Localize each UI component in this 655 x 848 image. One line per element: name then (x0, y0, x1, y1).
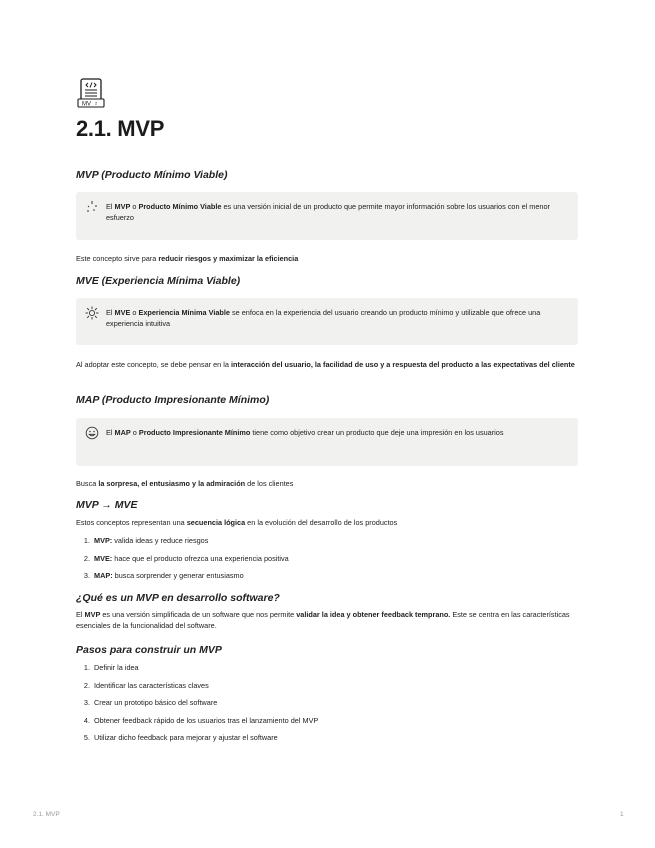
mvp-heading: MVP (Producto Mínimo Viable) (76, 169, 228, 181)
svg-text:2: 2 (95, 100, 98, 106)
sequence-list (76, 535, 289, 588)
steps-list (76, 662, 318, 750)
list-item: 4. Obtener feedback rápido de los usuarios tras el lanzamiento del MVP (83, 715, 319, 725)
sparkle-icon (85, 200, 99, 214)
mve-callout: El MVE o Experiencia Mínima Viable se enfoca en la experiencia del usuario creando un producto mínimo y utilizable que ofrece una experiencia intuitiva (76, 298, 578, 345)
sequence-intro: Estos conceptos representan una secuencia lógica en la evolución del desarrollo de los productos (76, 518, 398, 527)
map-note: Busca la sorpresa, el entusiasmo y la admiración de los clientes (76, 479, 294, 488)
code-document-icon (76, 78, 106, 108)
list-item: 2. MVE: hace que el producto ofrezca una experiencia positiva (83, 553, 289, 563)
page-title: 2.1. MVP (76, 116, 165, 141)
sun-burst-icon (85, 306, 99, 320)
footer-page-number: 1 (620, 811, 624, 818)
footer-page-title: 2.1. MVP (33, 811, 60, 818)
software-heading: ¿Qué es un MVP en desarrollo software? (76, 592, 280, 604)
software-text: El MVP es una versión simplificada de un software que nos permite validar la idea y obtener feedback temprano. Este se centra en las características esenciales de la funcionalidad del software. (76, 610, 570, 630)
steps-heading: Pasos para construir un MVP (76, 644, 222, 656)
map-callout: El MAP o Producto Impresionante Mínimo tiene como objetivo crear un producto que deje una impresión en los usuarios (76, 418, 578, 466)
list-item: 3. MAP: busca sorprender y generar entusiasmo (83, 571, 244, 580)
mve-heading: MVE (Experiencia Mínima Viable) (76, 275, 241, 287)
mvp-callout: El MVP o Producto Mínimo Viable es una versión inicial de un producto que permite mayor información sobre los usuarios con el menor esfuerzo (76, 192, 578, 240)
list-item: 3. Crear un prototipo básico del software (83, 698, 218, 707)
mvp-note: Este concepto sirve para reducir riesgos y maximizar la eficiencia (76, 254, 299, 263)
list-item: 1. MVP: valida ideas y reduce riesgos (83, 536, 209, 545)
sequence-heading: MVP → MVE (76, 499, 138, 511)
mve-note: Al adoptar este concepto, se debe pensar en la interacción del usuario, la facilidad de uso y a respuesta del producto a las expectativas del cliente (76, 360, 575, 369)
list-item: 5. Utilizar dicho feedback para mejorar y ajustar el software (83, 733, 278, 742)
list-item: 1. Definir la idea (83, 663, 139, 672)
map-heading: MAP (Producto Impresionante Mínimo) (76, 394, 270, 406)
smiley-face-icon (85, 426, 99, 440)
icon-label: MV (82, 101, 91, 108)
list-item: 2. Identificar las características claves (83, 680, 209, 690)
